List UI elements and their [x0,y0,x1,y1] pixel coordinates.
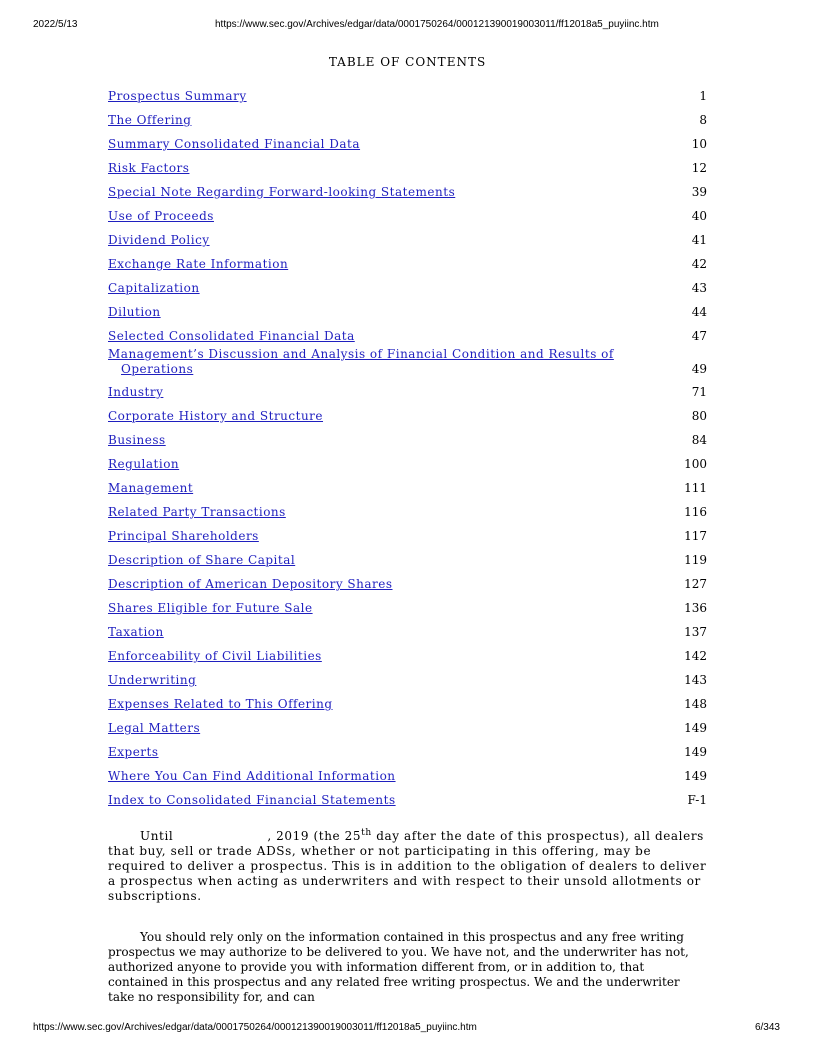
toc-row [108,257,707,281]
toc-page: 136 [684,601,707,615]
toc-row [108,457,707,481]
toc-row [108,89,707,113]
toc-page: 47 [691,329,707,343]
toc-link-dividend-policy[interactable]: Dividend Policy [108,233,210,247]
toc-link-underwriting[interactable]: Underwriting [108,673,197,687]
toc-row [108,697,707,721]
toc-row [108,601,707,625]
toc-page: 137 [684,625,707,639]
toc-page: 41 [691,233,707,247]
toc-row [108,625,707,649]
toc-page: 42 [691,257,707,271]
toc-link-regulation[interactable]: Regulation [108,457,180,471]
toc-row [108,529,707,553]
toc-row [108,185,707,209]
toc-link-prospectus-summary[interactable]: Prospectus Summary [108,89,247,103]
toc-page: 117 [684,529,707,543]
toc-row [108,281,707,305]
toc-row [108,347,707,385]
toc-link-business[interactable]: Business [108,433,166,447]
toc-row [108,433,707,457]
footer-page-number: 6/343 [754,1022,780,1033]
toc-link-civil-liabilities[interactable]: Enforceability of Civil Liabilities [108,649,322,663]
toc-link-financial-statements-index[interactable]: Index to Consolidated Financial Statements [108,793,396,807]
toc-page: 148 [684,697,707,711]
toc-link-the-offering[interactable]: The Offering [108,113,192,127]
toc-link-mdna-line1: Management’s Discussion and Analysis of Financial Condition and Results of [108,347,614,361]
toc-row [108,161,707,185]
notice-rest: day after the date of this prospectus), all dealers that buy, sell or trade ADSs, whether or not participating in this offering, may be required to deliver a prospectus. This is in addition to the obligation of dealers to deliver a prospectus when acting as underwriters and with respect to their unsold allotments or subscriptions. [108,829,707,903]
toc-link-management[interactable]: Management [108,481,194,495]
toc-link-experts[interactable]: Experts [108,745,159,759]
toc-row [108,137,707,161]
toc-page: 127 [684,577,707,591]
toc-row [108,505,707,529]
toc-row [108,329,707,347]
toc-row [108,553,707,577]
toc-row [108,745,707,769]
print-date: 2022/5/13 [33,19,78,30]
toc-link-additional-information[interactable]: Where You Can Find Additional Information [108,769,396,783]
toc-page: 142 [684,649,707,663]
toc-page: 39 [691,185,707,199]
toc-page: 84 [691,433,707,447]
toc-link-forward-looking[interactable]: Special Note Regarding Forward-looking Statements [108,185,456,199]
toc-link-related-party[interactable]: Related Party Transactions [108,505,286,519]
toc-link-summary-financial-data[interactable]: Summary Consolidated Financial Data [108,137,361,151]
toc-title: TABLE OF CONTENTS [328,55,487,69]
notice-superscript: th [361,828,372,838]
header-url: https://www.sec.gov/Archives/edgar/data/0001750264/000121390019003011/ff12018a5_puyiinc.htm [215,19,659,30]
toc-link-mdna[interactable] [108,347,638,377]
toc-link-industry[interactable]: Industry [108,385,164,399]
toc-page: 143 [684,673,707,687]
toc-row [108,481,707,505]
notice-date: , 2019 (the 25 [267,829,362,843]
toc-row [108,113,707,137]
toc-link-legal-matters[interactable]: Legal Matters [108,721,201,735]
toc-page: 71 [691,385,707,399]
toc-page: 1 [699,89,707,103]
toc-page: 40 [691,209,707,223]
toc-row [108,305,707,329]
toc-link-principal-shareholders[interactable]: Principal Shareholders [108,529,259,543]
toc-row [108,409,707,433]
toc-link-selected-financial-data[interactable]: Selected Consolidated Financial Data [108,329,355,343]
reliance-text: You should rely only on the information contained in this prospectus and any free writing prospectus we may authorize to be delivered to you. We have not, and the underwriter has not, authorized anyone to provide you with information different from, or in addition to, that contained in this prospectus and any related free writing prospectus. We and the underwriter take no responsibility for, and can [108,930,689,1004]
reliance-paragraph [108,930,708,1005]
toc-page: 119 [684,553,707,567]
toc-page: 43 [691,281,707,295]
footer-url: https://www.sec.gov/Archives/edgar/data/0001750264/000121390019003011/ff12018a5_puyiinc.htm [33,1022,477,1033]
toc-link-expenses[interactable]: Expenses Related to This Offering [108,697,333,711]
toc-row [108,649,707,673]
toc-link-corporate-history[interactable]: Corporate History and Structure [108,409,324,423]
toc-link-risk-factors[interactable]: Risk Factors [108,161,190,175]
toc-page: 80 [691,409,707,423]
toc-row [108,793,707,817]
toc-row [108,233,707,257]
toc-page: 149 [684,745,707,759]
toc-page: 10 [691,137,707,151]
toc-page: 100 [684,457,707,471]
dealer-prospectus-notice [108,829,708,904]
toc-page: 12 [691,161,707,175]
toc-row [108,769,707,793]
toc-row [108,209,707,233]
toc-link-share-capital[interactable]: Description of Share Capital [108,553,296,567]
toc-row [108,721,707,745]
toc-link-capitalization[interactable]: Capitalization [108,281,200,295]
toc-link-mdna-line2: Operations [121,362,194,376]
toc-link-exchange-rate[interactable]: Exchange Rate Information [108,257,289,271]
toc-page: 149 [684,769,707,783]
table-of-contents [108,89,707,817]
toc-row [108,577,707,601]
toc-link-dilution[interactable]: Dilution [108,305,161,319]
toc-link-ads[interactable]: Description of American Depository Shares [108,577,393,591]
toc-link-future-sale[interactable]: Shares Eligible for Future Sale [108,601,313,615]
toc-link-use-of-proceeds[interactable]: Use of Proceeds [108,209,214,223]
toc-row [108,385,707,409]
toc-page: F-1 [687,793,707,807]
toc-row [108,673,707,697]
toc-page: 8 [699,113,707,127]
toc-page: 149 [684,721,707,735]
toc-page: 116 [684,505,707,519]
toc-page: 49 [691,362,707,376]
notice-start: Until [140,829,174,843]
toc-page: 44 [691,305,707,319]
toc-page: 111 [684,481,707,495]
toc-link-taxation[interactable]: Taxation [108,625,164,639]
